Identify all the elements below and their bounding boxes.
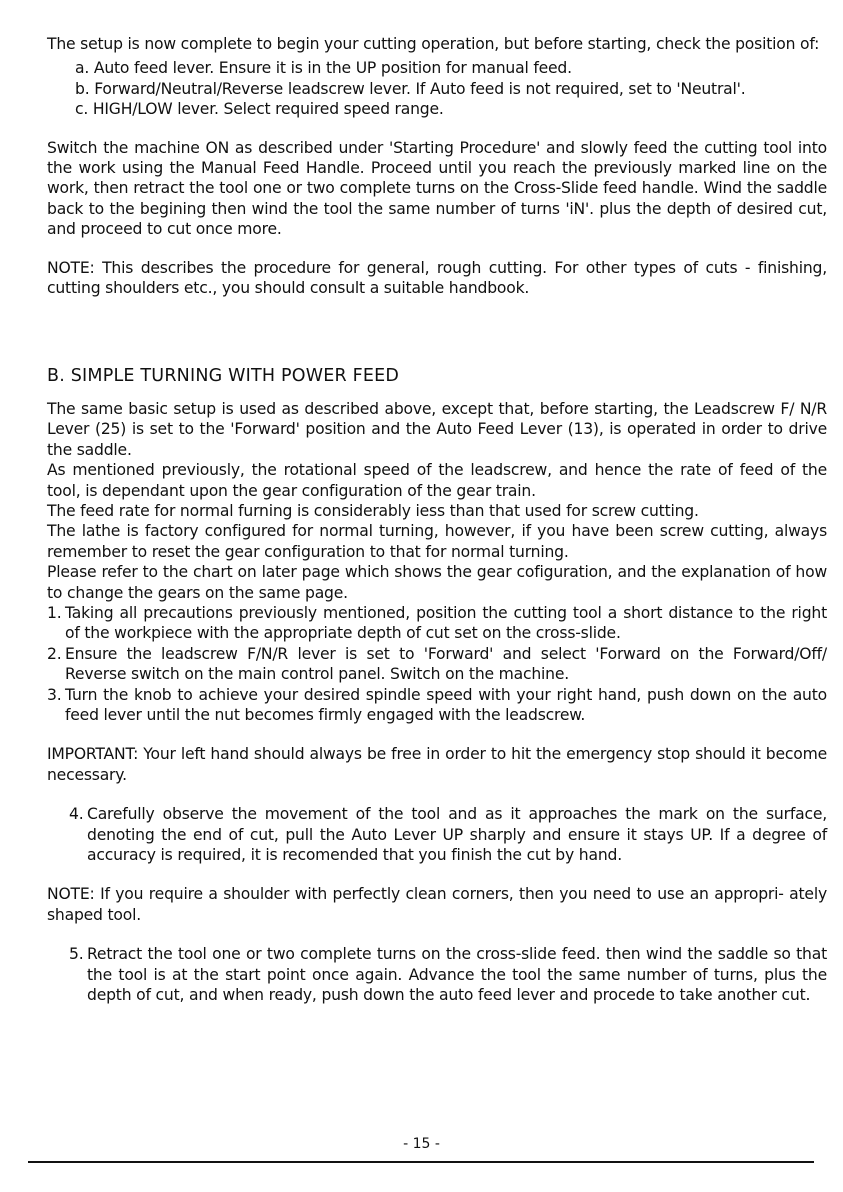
step-item [47,804,827,865]
factory-configuration-paragraph: The lathe is factory configured for normal turning, however, if you have been screw cutting, always remember to reset the gear configuration to that for normal turning. [47,522,827,561]
important-notice: IMPORTANT: Your left hand should always be free in order to hit the emergency stop should it become necessary. [47,745,827,784]
step-text: Retract the tool one or two complete turns on the cross-slide feed. then wind the saddle so that the tool is at the start point once again. Advance the tool the same number of turns, plus the depth of cut, and when ready, push down the auto feed lever and procede to take another cut. [87,945,827,1005]
step-text: Taking all precautions previously mentioned, position the cutting tool a short distance to the right of the workpiece with the appropriate depth of cut set on the cross-slide. [65,603,827,643]
feed-rate-comparison-paragraph: The feed rate for normal furning is considerably iess than that used for screw cutting. [47,501,699,520]
gear-chart-reference-paragraph: Please refer to the chart on later page which shows the gear cofiguration, and the explanation of how to change the gears on the same page. [47,563,827,602]
setup-paragraph: The setup is now complete to begin your cutting operation, but before starting, check the position of: [47,35,820,53]
step-text: Ensure the leadscrew F/N/R lever is set to 'Forward' and select 'Forward on the Forward/Off/ Reverse switch on the main control panel. Switch on the machine. [65,644,827,684]
step-number: 2. [47,644,62,663]
switch-on-paragraph: Switch the machine ON as described under 'Starting Procedure' and slowly feed the cutting tool into the work using the Manual Feed Handle. Proceed until you reach the previously marked line on the work, then retract the tool one or two complete turns on the Cross-Slide feed handle. Wind the saddle back to the begining then wind the tool the same number of turns 'iN'. plus the depth of desired cut, and proceed to cut once more. [47,138,827,239]
page-number: - 15 - [403,1136,440,1152]
step-item [47,944,827,1005]
checklist-item: b. Forward/Neutral/Reverse leadscrew lever. If Auto feed is not required, set to 'Neutral'. [75,79,746,98]
step-number: 5. [69,945,84,964]
feed-rate-paragraph: As mentioned previously, the rotational speed of the leadscrew, and hence the rate of feed of the tool, is dependant upon the gear configuration of the gear train. [47,461,827,500]
rough-cutting-note: NOTE: This describes the procedure for general, rough cutting. For other types of cuts - finishing, cutting shoulders etc., you should consult a suitable handbook. [47,258,827,298]
step-number: 3. [47,685,62,704]
step-text: Carefully observe the movement of the tool and as it approaches the mark on the surface, denoting the end of cut, pull the Auto Lever UP sharply and ensure it stays UP. If a degree of accuracy is required, it is recomended that you finish the cut by hand. [87,805,827,864]
power-feed-setup-paragraph: The same basic setup is used as described above, except that, before starting, the Leadscrew F/ N/R Lever (25) is set to the 'Forward' position and the Auto Feed Lever (13), is operated in order to drive the saddle. [47,399,827,459]
section-heading: B. SIMPLE TURNING WITH POWER FEED [47,366,400,387]
step-item [47,644,827,685]
manual-page [47,34,827,1005]
step-text: Turn the knob to achieve your desired spindle speed with your right hand, push down on the auto feed lever until the nut becomes firmly engaged with the leadscrew. [65,685,827,724]
pre-start-checklist [47,58,827,119]
step-number: 1. [47,603,62,622]
checklist-item: a. Auto feed lever. Ensure it is in the UP position for manual feed. [75,59,572,78]
steps-list [47,603,827,725]
footer-divider [28,1161,814,1163]
step-item [47,603,827,644]
shoulder-tool-note: NOTE: If you require a shoulder with perfectly clean corners, then you need to use an appropri- ately shaped tool. [47,885,827,924]
step-item [47,685,827,726]
step-number: 4. [69,805,84,824]
checklist-item: c. HIGH/LOW lever. Select required speed range. [75,100,444,119]
